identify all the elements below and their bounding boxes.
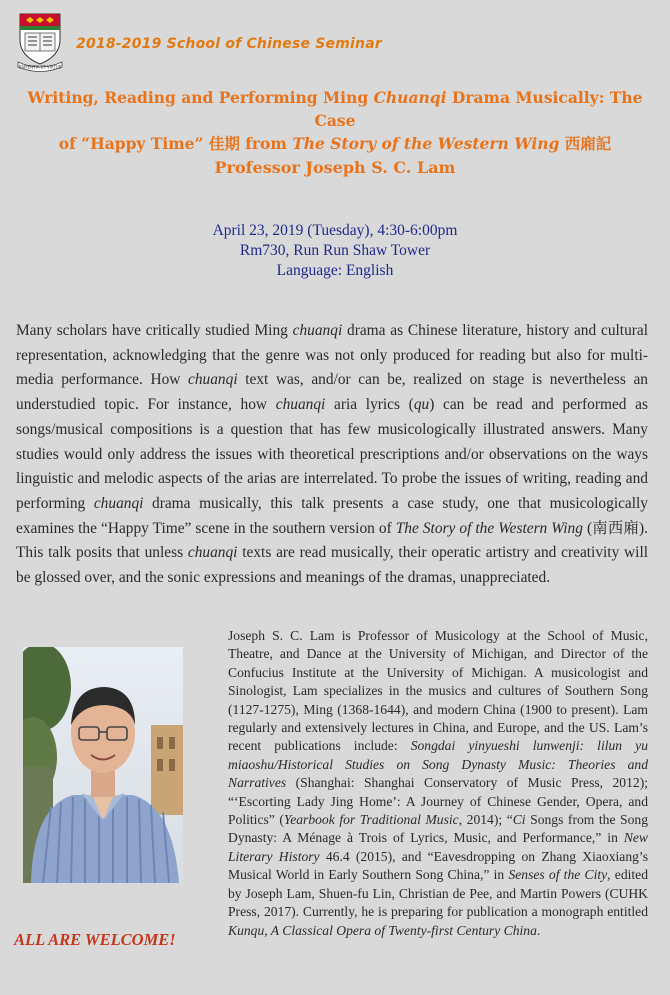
italic-text-run: New Literary History [228, 830, 648, 864]
crest-motto: SAPIENTIA ET VIRTUS [18, 64, 62, 70]
italic-text-run: Yearbook for Traditional Music [283, 812, 459, 828]
title-text: Writing, Reading and Performing Ming [27, 88, 374, 107]
text-run: , edited by Joseph Lam, Shuen-fu Lin, Christian de Pee, and Martin Powers (CUHK Press, 2017). Currently, he is preparing for publication a monograph entitled [228, 867, 648, 920]
speaker-photo [23, 647, 183, 883]
welcome-message: ALL ARE WELCOME! [14, 930, 176, 949]
italic-text-run: The Story of the Western Wing [395, 519, 583, 537]
speaker-name: Professor Joseph S. C. Lam [214, 158, 456, 177]
title-text: 西廂記 [559, 134, 612, 153]
italic-text-run: Ci [512, 812, 526, 828]
talk-abstract [16, 319, 648, 591]
talk-title [12, 86, 658, 155]
text-run: (Shanghai: Shanghai Conservatory of Music Press, 2012); “‘Escorting Lady Jing Home’: A Journey of Chinese Gender, Opera, and Politics” ( [228, 775, 648, 828]
seminar-series-label: 2018-2019 School of Chinese Seminar [76, 36, 382, 52]
text-run: drama musically, this talk presents a case study, one that musicologically examines the “Happy Time” scene in the southern version of [16, 494, 648, 537]
text-run: ) can be read and performed as songs/musical compositions is a question that has few musicologically illustrated answers. Many studies would only address the issues with theoretical prescriptions and/or observations on the ways linguistic and melodic aspects of the arias are interrelated. To probe the issues of writing, reading and performing [16, 396, 648, 512]
text-run: . [536, 922, 541, 938]
title-italic-text: The Story of the Western Wing [292, 134, 560, 153]
text-run: 46.4 (2015), and “Eavesdropping on Zhang Xiaoxiang’s Musical World in Early Southern Song China,” in [228, 848, 648, 883]
text-run: Joseph S. C. Lam is Professor of Musicology at the School of Music, Theatre, and Dance at the University of Michigan, and Director of the Confucius Institute at the University of Michigan. A musicologist and Sinologist, Lam specializes in the musics and cultures of Southern Song (1127-1275), Ming (1368-1644), and modern China (1900 to present). Lam regularly and extensively lectures in China, and Europe, and the US. Lam’s recent publications include: [228, 628, 648, 754]
text-run: Songs from the Song Dynasty: A Ménage à Trois of Lyrics, Music, and Performance,” in [228, 812, 649, 846]
speaker-biography [228, 627, 648, 940]
text-run: drama as Chinese literature, history and cultural representation, acknowledging that the genre was not only produced for reading but also for multi-media performance. How [16, 322, 648, 389]
italic-text-run: chuanqi [275, 396, 326, 414]
italic-text-run: chuanqi [188, 371, 238, 389]
text-run: texts are read musically, their operatic artistry and creativity will be glossed over, and the sonic expressions and meanings of the dramas, unappreciated. [16, 544, 648, 587]
title-text: of “Happy Time” 佳期 from [58, 134, 293, 153]
text-run: Many scholars have critically studied Ming [16, 322, 293, 339]
talk-title-line-2 [12, 132, 658, 155]
text-run: aria lyrics ( [325, 396, 414, 414]
italic-text-run: Senses of the City [508, 867, 608, 883]
italic-text-run: chuanqi [93, 494, 144, 512]
title-text: Drama Musically: The Case [314, 88, 643, 130]
italic-text-run: Songdai yinyueshi lunwenji: lilun yu miaoshu/Historical Studies on Song Dynasty Music: Theories and Narratives [228, 738, 649, 791]
italic-text-run: chuanqi [292, 322, 343, 339]
university-crest-logo [14, 10, 66, 74]
talk-title-line-1 [12, 86, 658, 132]
italic-text-run: Kunqu, A Classical Opera of Twenty-first Century China [228, 922, 537, 938]
event-language: Language: English [276, 262, 394, 279]
title-italic-text: Chuanqi [373, 88, 447, 107]
event-date: April 23, 2019 (Tuesday), 4:30-6:00pm [212, 222, 458, 239]
text-run: (南西廂). This talk posits that unless [16, 519, 648, 562]
italic-text-run: qu [413, 396, 430, 414]
italic-text-run: chuanqi [187, 544, 238, 562]
event-venue: Rm730, Run Run Shaw Tower [239, 242, 431, 259]
event-details [0, 221, 670, 281]
text-run: text was, and/or can be, realized on stage is nevertheless an understudied topic. For instance, how [16, 371, 648, 414]
text-run: , 2014); “ [458, 812, 513, 828]
